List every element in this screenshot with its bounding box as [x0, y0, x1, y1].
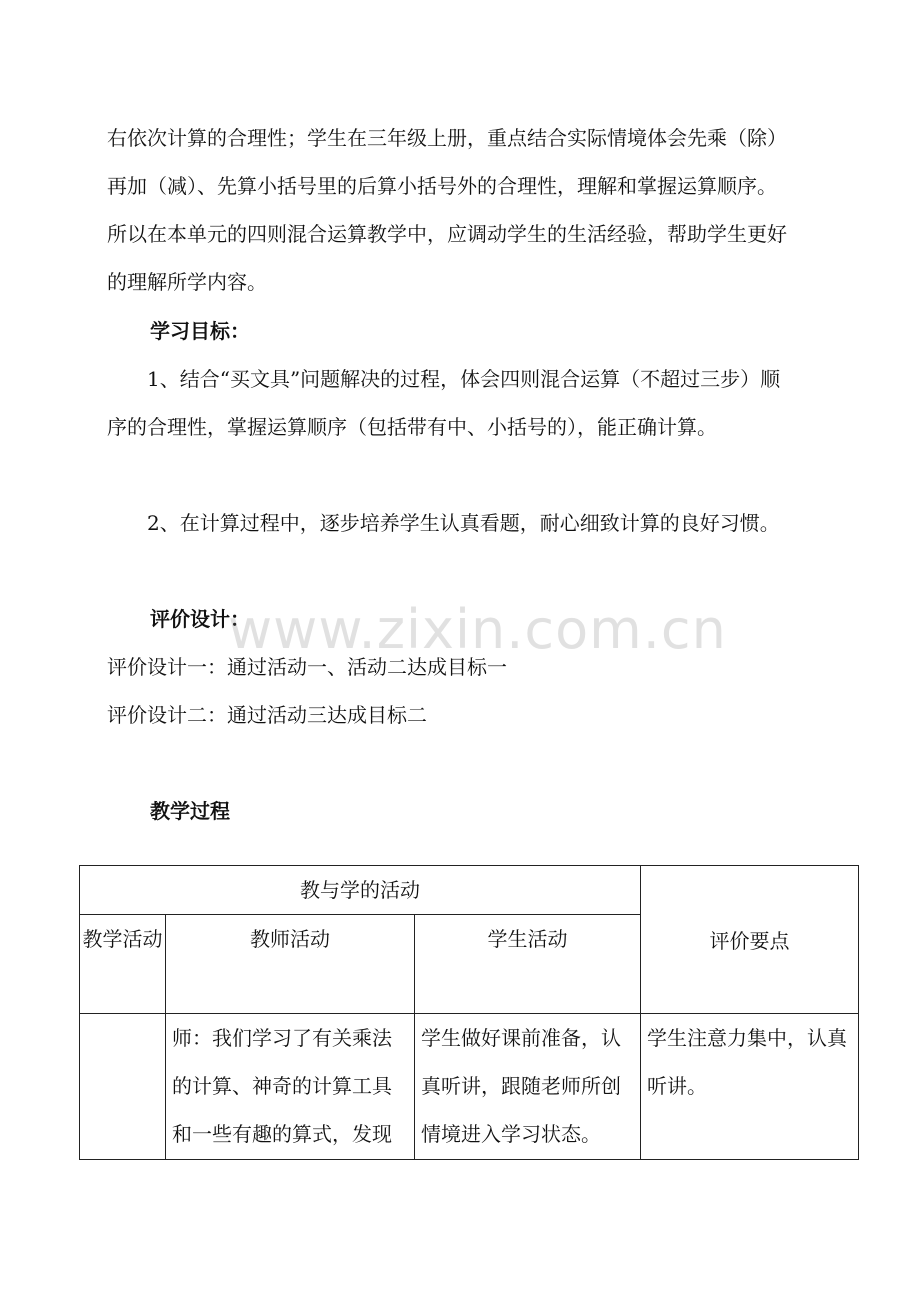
student-cell: 学生做好课前准备，认真听讲，跟随老师所创情境进入学习状态。 [415, 1014, 641, 1160]
objectives-heading: 学习目标： [150, 319, 250, 343]
objective-item-2 [107, 499, 787, 547]
process-heading: 教学过程 [150, 799, 230, 823]
teacher-cell: 师：我们学习了有关乘法的计算、神奇的计算工具和一些有趣的算式，发现 [166, 1014, 415, 1160]
objective-item-2-text: 2、在计算过程中，逐步培养学生认真看题，耐心细致计算的良好习惯。 [147, 511, 780, 535]
intro-paragraph: 右依次计算的合理性；学生在三年级上册，重点结合实际情境体会先乘（除）再加（减）、先算小括号里的后算小括号外的合理性，理解和掌握运算顺序。所以在本单元的四则混合运算教学中，应调动学生的生活经验，帮助学生更好的理解所学内容。 [107, 126, 787, 294]
evaluation-heading: 评价设计： [150, 607, 250, 631]
group-header-cell: 教与学的活动 [80, 866, 641, 915]
objective-item-1-text: 1、结合“买文具”问题解决的过程，体会四则混合运算（不超过三步）顺序的合理性，掌握运算顺序（包括带有中、小括号的），能正确计算。 [107, 367, 781, 439]
objective-item-1 [107, 355, 787, 451]
eval-cell: 学生注意力集中，认真听讲。 [641, 1014, 859, 1160]
table-row [80, 1014, 859, 1160]
evaluation-line-2: 评价设计二：通过活动三达成目标二 [107, 703, 427, 727]
activity-header-cell: 教学活动 [80, 915, 166, 1014]
table-header-row [80, 866, 859, 915]
student-header-cell: 学生活动 [415, 915, 641, 1014]
evaluation-line-1: 评价设计一：通过活动一、活动二达成目标一 [107, 655, 507, 679]
eval-header-cell: 评价要点 [641, 866, 859, 1014]
watermark: www.zixin.com.cn [228, 598, 727, 661]
activity-cell [80, 1014, 166, 1160]
teacher-header-cell: 教师活动 [166, 915, 415, 1014]
teaching-process-table [79, 865, 859, 1160]
